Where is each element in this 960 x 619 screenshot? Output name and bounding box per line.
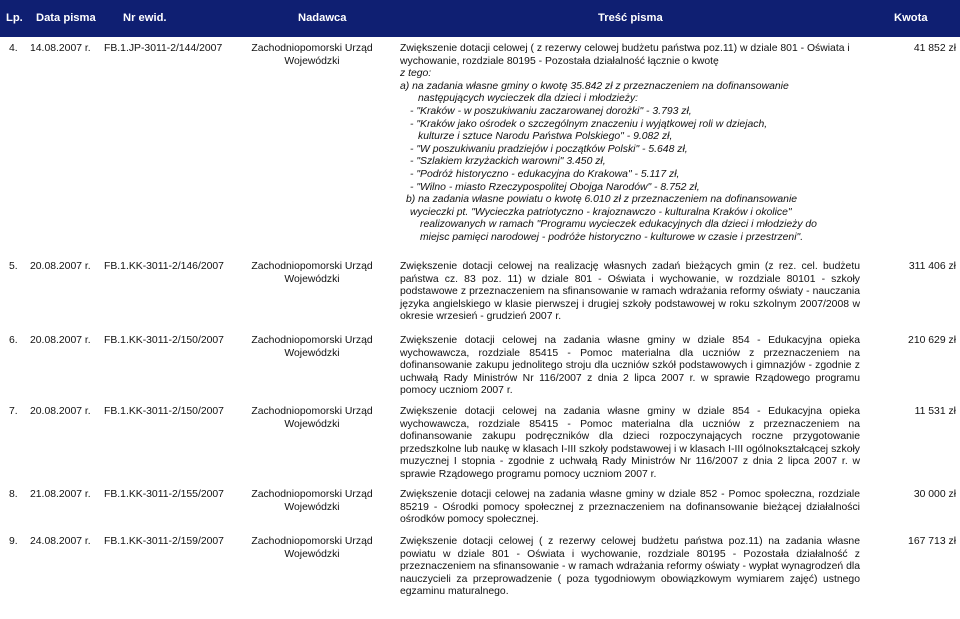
row-kwota: 210 629 zł — [908, 335, 956, 346]
tresc-line: - "Szlakiem krzyżackich warowni" 3.450 zł, — [410, 156, 606, 168]
tresc-line: - "Wilno - miasto Rzeczypospolitej Obojga Narodów" - 8.752 zł, — [410, 181, 700, 193]
row-nadawca: Zachodniopomorski Urząd Wojewódzki — [251, 406, 373, 430]
row-lp: 4. — [9, 43, 18, 54]
row-lp: 7. — [9, 406, 18, 417]
row-nadawca: Zachodniopomorski Urząd Wojewódzki — [251, 536, 373, 560]
row-nadawca: Zachodniopomorski Urząd Wojewódzki — [251, 43, 373, 67]
header-nr-ewid: Nr ewid. — [123, 12, 167, 24]
tresc-line: b) na zadania własne powiatu o kwotę 6.010 zł z przeznaczeniem na dofinansowanie — [406, 194, 798, 206]
row-nadawca: Zachodniopomorski Urząd Wojewódzki — [251, 335, 373, 359]
row-tresc — [400, 43, 860, 245]
header-data-pisma: Data pisma — [36, 12, 96, 24]
tresc-line: - "W poszukiwaniu pradziejów i początków Polski" - 5.648 zł, — [410, 143, 688, 155]
row-tresc: Zwiększenie dotacji celowej na realizację własnych zadań bieżących gmin (z rez. cel. budżetu państwa cz. 83 poz. 11) w dziale 801 - Oświata i wychowanie, w rozdziale 80101 - szkoły podstawowe z przeznaczeniem na sfinansowanie w ramach wdrażania reformy oświaty - nauczania języka angielskiego w klasie pierwszej i drugiej szkoły podstawowej w roku szkolnym 2007/2008 w okresie wrzesień - grudzień 2007 r. — [400, 261, 860, 323]
row-kwota: 30 000 zł — [913, 489, 956, 500]
header-kwota: Kwota — [894, 12, 928, 24]
tresc-line: kulturze i sztuce Narodu Państwa Polskiego" - 9.082 zł, — [418, 131, 673, 143]
tresc-line: a) na zadania własne gminy o kwotę 35.842 zł z przeznaczeniem na dofinansowanie — [400, 80, 789, 92]
tresc-line: następujących wycieczek dla dzieci i młodzieży: — [418, 93, 639, 105]
row-nr-ewid: FB.1.KK-3011-2/146/2007 — [104, 261, 224, 272]
row-date: 20.08.2007 r. — [30, 406, 91, 417]
row-nadawca: Zachodniopomorski Urząd Wojewódzki — [251, 261, 373, 285]
tresc-line: wychowanie, rozdziale 80195 - Pozostała działalność łącznie o kwotę — [400, 55, 719, 67]
row-kwota: 311 406 zł — [908, 261, 956, 272]
row-tresc: Zwiększenie dotacji celowej na zadania własne gminy w dziale 854 - Edukacyjna opieka wychowawcza, rozdziale 85415 - Pomoc materialna dla uczniów z przeznaczeniem na dofinansowanie zakupu jednolitego stroju dla uczniów szkół podstawowych i gimnazjów - zgodnie z uchwałą Rady Ministrów Nr 116/2007 z dnia 2 lipca 2007 r. w sprawie Rządowego programu pomocy uczniom 2007 r. — [400, 335, 860, 397]
header-nadawca: Nadawca — [298, 12, 347, 24]
tresc-line: - "Kraków - w poszukiwaniu zaczarowanej dorożki" - 3.793 zł, — [410, 105, 692, 117]
row-nadawca: Zachodniopomorski Urząd Wojewódzki — [251, 489, 373, 513]
row-date: 20.08.2007 r. — [30, 261, 91, 272]
row-lp: 9. — [9, 536, 18, 547]
row-nr-ewid: FB.1.KK-3011-2/159/2007 — [104, 536, 224, 547]
tresc-line: - "Kraków jako ośrodek o szczególnym znaczeniu i wyjątkowej roli w dziejach, — [410, 118, 768, 130]
row-nr-ewid: FB.1.JP-3011-2/144/2007 — [104, 43, 223, 54]
tresc-line: - "Podróż historyczno - edukacyjna do Krakowa" - 5.117 zł, — [410, 168, 680, 180]
row-lp: 5. — [9, 261, 18, 272]
table-header — [0, 0, 960, 37]
row-tresc: Zwiększenie dotacji celowej na zadania własne gminy w dziale 854 - Edukacyjna opieka wychowawcza, rozdziale 85415 - Pomoc materialna dla uczniów z przeznaczeniem na dofinansowanie zakupu podręczników dla dzieci rozpoczynających roczne przygotowanie przedszkolne lub naukę w klasach I-III szkoły podstawowej i w klasach I-III ogólnokształcącej szkoły muzycznej I stopnia - zgodnie z uchwałą Rady Ministrów Nr 116/2007 z dnia 2 lipca 2007 r. w sprawie Rządowego programu pomocy uczniom 2007 r. — [400, 406, 860, 480]
row-date: 14.08.2007 r. — [30, 43, 91, 54]
tresc-line: wycieczki pt. "Wycieczka patriotyczno - krajoznawczo - kulturalna Kraków i okolice" — [410, 206, 792, 218]
row-date: 20.08.2007 r. — [30, 335, 91, 346]
tresc-line: miejsc pamięci narodowej - podróże historyczno - kulturowe w czasie i przestrzeni". — [420, 231, 804, 243]
row-tresc: Zwiększenie dotacji celowej ( z rezerwy celowej budżetu państwa poz.11) na zadania własne powiatu w dziale 801 - Oświata i wychowanie, rozdziale 80195 - Pozostała działalność z przeznaczeniem na sfinansowanie - w ramach wdrażania reformy oświaty - wypłat wynagrodzeń dla nauczycieli za przeprowadzenie ( poza tygodniowym obowiązkowym wymiarem zajęć) ustnego egzaminu maturalnego. — [400, 536, 860, 598]
tresc-line: Zwiększenie dotacji celowej ( z rezerwy celowej budżetu państwa poz.11) w dziale 801 - Oświata i — [400, 43, 850, 54]
header-tresc-pisma: Treść pisma — [598, 12, 663, 24]
row-date: 21.08.2007 r. — [30, 489, 91, 500]
tresc-line: realizowanych w ramach "Programu wycieczek edukacyjnych dla dzieci i młodzieży do — [420, 219, 817, 231]
row-lp: 8. — [9, 489, 18, 500]
row-nr-ewid: FB.1.KK-3011-2/150/2007 — [104, 406, 224, 417]
tresc-line: z tego: — [400, 68, 432, 80]
row-nr-ewid: FB.1.KK-3011-2/150/2007 — [104, 335, 224, 346]
row-tresc: Zwiększenie dotacji celowej na zadania własne gminy w dziale 852 - Pomoc społeczna, rozdziale 85219 - Ośrodki pomocy społecznej z przeznaczeniem na dofinansowanie bieżącej działalności ośrodków pomocy społecznej. — [400, 489, 860, 526]
row-kwota: 11 531 zł — [914, 406, 956, 417]
row-kwota: 167 713 zł — [908, 536, 956, 547]
row-date: 24.08.2007 r. — [30, 536, 91, 547]
header-lp: Lp. — [6, 12, 23, 24]
row-kwota: 41 852 zł — [913, 43, 956, 54]
row-lp: 6. — [9, 335, 18, 346]
row-nr-ewid: FB.1.KK-3011-2/155/2007 — [104, 489, 224, 500]
